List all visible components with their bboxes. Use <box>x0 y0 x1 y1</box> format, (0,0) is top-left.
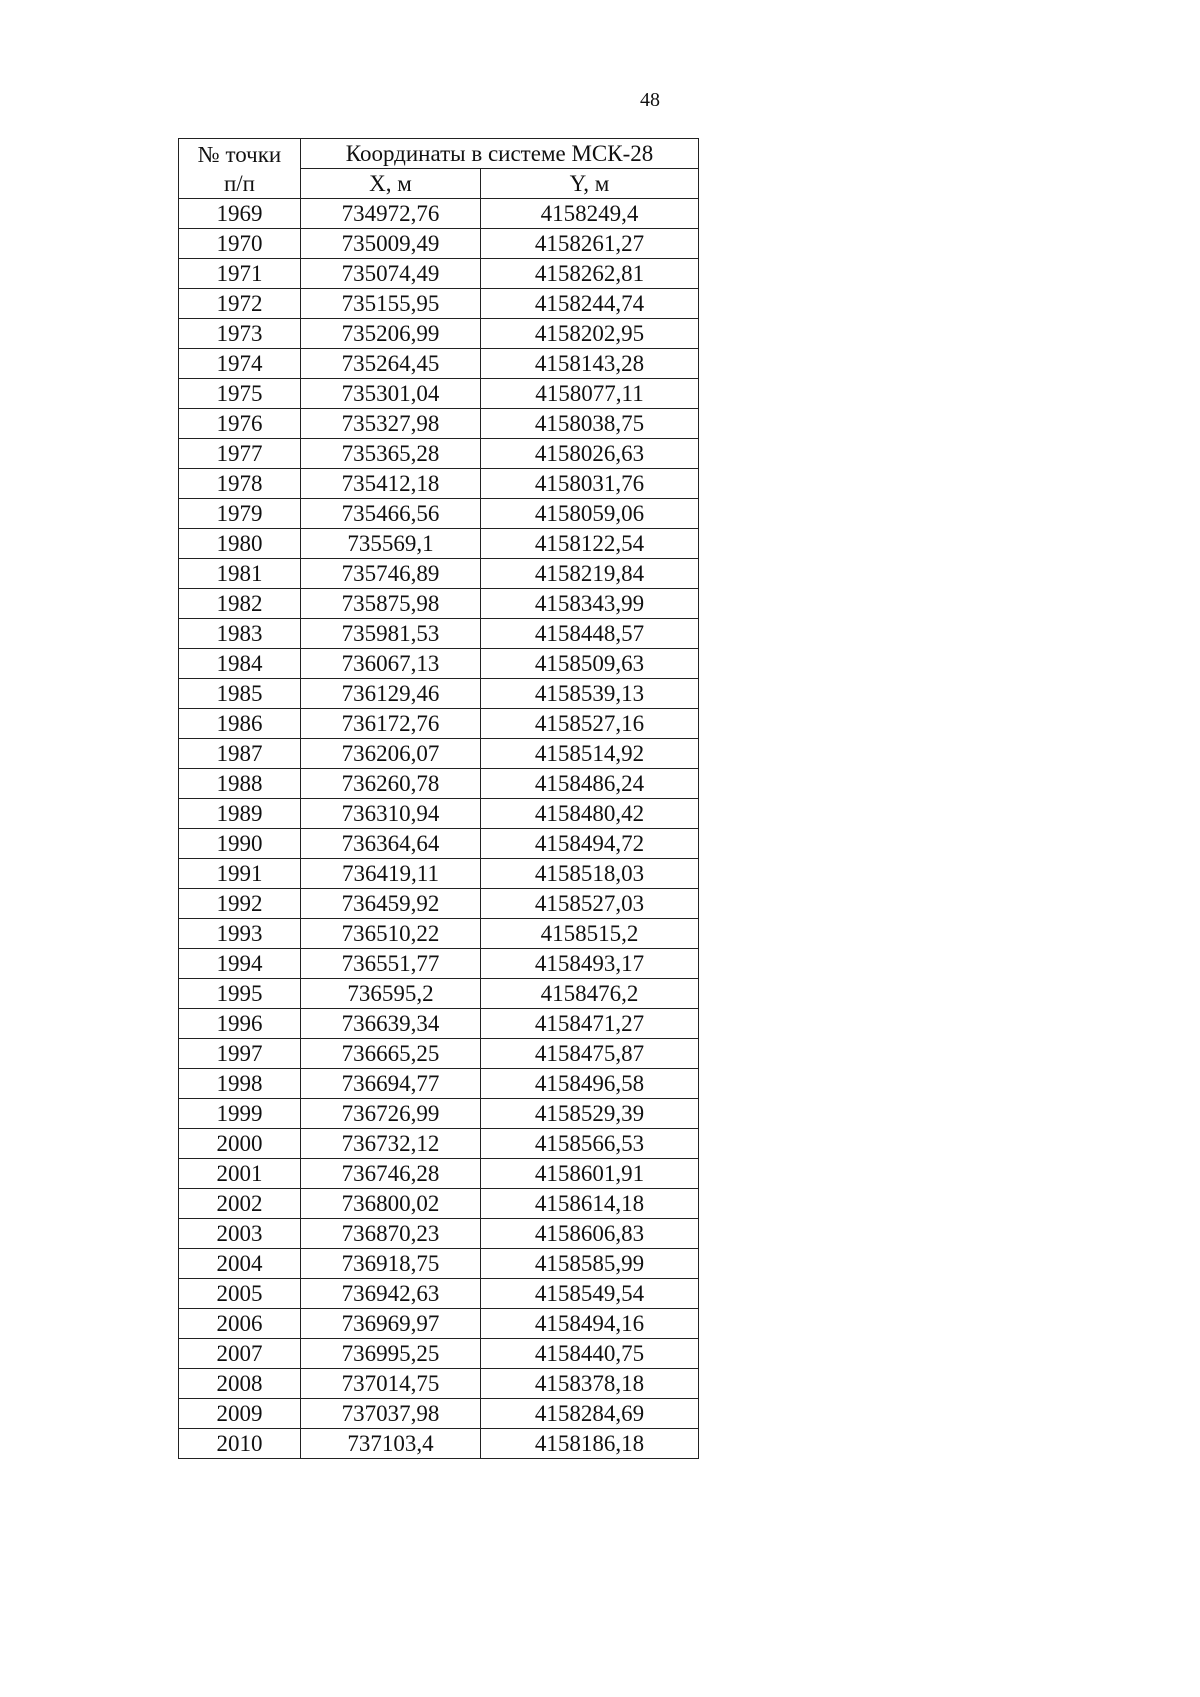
y-coordinate-cell: 4158496,58 <box>481 1069 699 1099</box>
x-coordinate-cell: 736995,25 <box>301 1339 481 1369</box>
x-coordinate-cell: 736459,92 <box>301 889 481 919</box>
y-coordinate-cell: 4158143,28 <box>481 349 699 379</box>
table-row <box>179 1279 699 1309</box>
table-row <box>179 619 699 649</box>
table-row <box>179 949 699 979</box>
table-row <box>179 1159 699 1189</box>
y-coordinate-cell: 4158549,54 <box>481 1279 699 1309</box>
point-number-cell: 2000 <box>179 1129 301 1159</box>
point-number-cell: 2005 <box>179 1279 301 1309</box>
point-number-cell: 1993 <box>179 919 301 949</box>
table-row <box>179 649 699 679</box>
x-coordinate-cell: 736510,22 <box>301 919 481 949</box>
table-row <box>179 439 699 469</box>
point-number-cell: 1984 <box>179 649 301 679</box>
table-row <box>179 739 699 769</box>
x-coordinate-cell: 736595,2 <box>301 979 481 1009</box>
x-coordinate-cell: 735009,49 <box>301 229 481 259</box>
table-row <box>179 559 699 589</box>
table-row <box>179 1039 699 1069</box>
point-number-cell: 1990 <box>179 829 301 859</box>
y-coordinate-cell: 4158475,87 <box>481 1039 699 1069</box>
y-coordinate-cell: 4158038,75 <box>481 409 699 439</box>
x-coordinate-cell: 737014,75 <box>301 1369 481 1399</box>
y-coordinate-cell: 4158202,95 <box>481 319 699 349</box>
point-number-cell: 1986 <box>179 709 301 739</box>
table-row <box>179 769 699 799</box>
y-coordinate-cell: 4158031,76 <box>481 469 699 499</box>
point-number-header-line1: № точки <box>197 141 282 167</box>
y-coordinate-cell: 4158440,75 <box>481 1339 699 1369</box>
point-number-cell: 1976 <box>179 409 301 439</box>
point-number-cell: 1996 <box>179 1009 301 1039</box>
page-number: 48 <box>640 89 660 111</box>
point-number-cell: 2007 <box>179 1339 301 1369</box>
y-coordinate-cell: 4158471,27 <box>481 1009 699 1039</box>
x-coordinate-cell: 735264,45 <box>301 349 481 379</box>
y-coordinate-cell: 4158518,03 <box>481 859 699 889</box>
x-coordinate-cell: 736800,02 <box>301 1189 481 1219</box>
x-coordinate-cell: 736364,64 <box>301 829 481 859</box>
y-coordinate-cell: 4158284,69 <box>481 1399 699 1429</box>
x-coordinate-cell: 735074,49 <box>301 259 481 289</box>
table-row <box>179 1069 699 1099</box>
point-number-cell: 1987 <box>179 739 301 769</box>
point-number-cell: 2009 <box>179 1399 301 1429</box>
table-body <box>179 199 699 1459</box>
point-number-cell: 2002 <box>179 1189 301 1219</box>
y-coordinate-cell: 4158566,53 <box>481 1129 699 1159</box>
table-row <box>179 349 699 379</box>
table-row <box>179 289 699 319</box>
x-coordinate-cell: 737103,4 <box>301 1429 481 1459</box>
y-coordinate-cell: 4158494,16 <box>481 1309 699 1339</box>
y-coordinate-cell: 4158509,63 <box>481 649 699 679</box>
point-number-cell: 1994 <box>179 949 301 979</box>
point-number-cell: 2003 <box>179 1219 301 1249</box>
point-number-cell: 1969 <box>179 199 301 229</box>
point-number-cell: 1988 <box>179 769 301 799</box>
table-row <box>179 469 699 499</box>
y-coordinate-cell: 4158261,27 <box>481 229 699 259</box>
table-row <box>179 229 699 259</box>
point-number-cell: 1985 <box>179 679 301 709</box>
table-row <box>179 1309 699 1339</box>
table-row <box>179 1219 699 1249</box>
x-coordinate-cell: 736918,75 <box>301 1249 481 1279</box>
point-number-cell: 2008 <box>179 1369 301 1399</box>
point-number-cell: 1972 <box>179 289 301 319</box>
table-row <box>179 1189 699 1219</box>
point-number-cell: 2010 <box>179 1429 301 1459</box>
table-row <box>179 379 699 409</box>
y-coordinate-cell: 4158614,18 <box>481 1189 699 1219</box>
x-coordinate-cell: 735875,98 <box>301 589 481 619</box>
x-coordinate-cell: 736732,12 <box>301 1129 481 1159</box>
table-row <box>179 499 699 529</box>
table-row <box>179 919 699 949</box>
y-coordinate-cell: 4158343,99 <box>481 589 699 619</box>
point-number-cell: 1970 <box>179 229 301 259</box>
x-coordinate-cell: 735569,1 <box>301 529 481 559</box>
table-row <box>179 709 699 739</box>
y-coordinate-cell: 4158448,57 <box>481 619 699 649</box>
coordinates-group-header: Координаты в системе МСК-28 <box>301 139 699 169</box>
point-number-cell: 1971 <box>179 259 301 289</box>
x-coordinate-cell: 735327,98 <box>301 409 481 439</box>
table-row <box>179 199 699 229</box>
x-coordinate-cell: 736172,76 <box>301 709 481 739</box>
table-row <box>179 1009 699 1039</box>
point-number-cell: 1992 <box>179 889 301 919</box>
x-coordinate-cell: 735365,28 <box>301 439 481 469</box>
table-row <box>179 259 699 289</box>
table-row <box>179 889 699 919</box>
x-coordinate-cell: 735466,56 <box>301 499 481 529</box>
y-coordinate-cell: 4158476,2 <box>481 979 699 1009</box>
x-coordinate-cell: 736726,99 <box>301 1099 481 1129</box>
y-coordinate-cell: 4158122,54 <box>481 529 699 559</box>
x-coordinate-cell: 735206,99 <box>301 319 481 349</box>
y-coordinate-cell: 4158077,11 <box>481 379 699 409</box>
x-coordinate-cell: 736665,25 <box>301 1039 481 1069</box>
table-row <box>179 1399 699 1429</box>
table-header <box>179 139 699 199</box>
point-number-cell: 1983 <box>179 619 301 649</box>
table-row <box>179 589 699 619</box>
point-number-cell: 1975 <box>179 379 301 409</box>
y-coordinate-cell: 4158262,81 <box>481 259 699 289</box>
point-number-cell: 1973 <box>179 319 301 349</box>
x-coordinate-cell: 736942,63 <box>301 1279 481 1309</box>
x-coordinate-cell: 736694,77 <box>301 1069 481 1099</box>
point-number-cell: 1998 <box>179 1069 301 1099</box>
y-coordinate-cell: 4158219,84 <box>481 559 699 589</box>
x-coordinate-cell: 735981,53 <box>301 619 481 649</box>
y-coordinate-cell: 4158601,91 <box>481 1159 699 1189</box>
point-number-cell: 1982 <box>179 589 301 619</box>
point-number-cell: 1991 <box>179 859 301 889</box>
x-coordinate-cell: 736551,77 <box>301 949 481 979</box>
x-coordinate-cell: 735301,04 <box>301 379 481 409</box>
table-row <box>179 1249 699 1279</box>
y-coordinate-cell: 4158493,17 <box>481 949 699 979</box>
x-coordinate-cell: 735412,18 <box>301 469 481 499</box>
y-column-header: Y, м <box>481 169 699 199</box>
y-coordinate-cell: 4158585,99 <box>481 1249 699 1279</box>
y-coordinate-cell: 4158186,18 <box>481 1429 699 1459</box>
y-coordinate-cell: 4158539,13 <box>481 679 699 709</box>
point-number-cell: 1977 <box>179 439 301 469</box>
table-row <box>179 409 699 439</box>
table-row <box>179 1429 699 1459</box>
point-number-cell: 2006 <box>179 1309 301 1339</box>
y-coordinate-cell: 4158527,16 <box>481 709 699 739</box>
point-number-cell: 1989 <box>179 799 301 829</box>
point-number-cell: 1981 <box>179 559 301 589</box>
point-number-cell: 1980 <box>179 529 301 559</box>
point-number-cell: 2001 <box>179 1159 301 1189</box>
x-coordinate-cell: 735746,89 <box>301 559 481 589</box>
y-coordinate-cell: 4158026,63 <box>481 439 699 469</box>
point-number-cell: 2004 <box>179 1249 301 1279</box>
x-coordinate-cell: 736206,07 <box>301 739 481 769</box>
x-coordinate-cell: 736746,28 <box>301 1159 481 1189</box>
y-coordinate-cell: 4158515,2 <box>481 919 699 949</box>
x-coordinate-cell: 736969,97 <box>301 1309 481 1339</box>
point-number-cell: 1995 <box>179 979 301 1009</box>
table-row <box>179 859 699 889</box>
point-number-cell: 1978 <box>179 469 301 499</box>
table-row <box>179 799 699 829</box>
y-coordinate-cell: 4158514,92 <box>481 739 699 769</box>
point-number-cell: 1979 <box>179 499 301 529</box>
table-row <box>179 1339 699 1369</box>
y-coordinate-cell: 4158529,39 <box>481 1099 699 1129</box>
table-row <box>179 1369 699 1399</box>
y-coordinate-cell: 4158494,72 <box>481 829 699 859</box>
x-coordinate-cell: 736419,11 <box>301 859 481 889</box>
table-row <box>179 829 699 859</box>
x-coordinate-cell: 734972,76 <box>301 199 481 229</box>
point-number-header <box>179 139 301 199</box>
point-number-cell: 1999 <box>179 1099 301 1129</box>
y-coordinate-cell: 4158606,83 <box>481 1219 699 1249</box>
x-coordinate-cell: 736310,94 <box>301 799 481 829</box>
x-coordinate-cell: 736129,46 <box>301 679 481 709</box>
point-number-cell: 1997 <box>179 1039 301 1069</box>
table-row <box>179 1099 699 1129</box>
x-coordinate-cell: 736067,13 <box>301 649 481 679</box>
x-coordinate-cell: 736870,23 <box>301 1219 481 1249</box>
table-row <box>179 529 699 559</box>
table-row <box>179 679 699 709</box>
coordinates-table <box>178 138 699 1459</box>
table-row <box>179 979 699 1009</box>
point-number-header-line2: п/п <box>223 170 255 196</box>
y-coordinate-cell: 4158480,42 <box>481 799 699 829</box>
y-coordinate-cell: 4158244,74 <box>481 289 699 319</box>
x-coordinate-cell: 735155,95 <box>301 289 481 319</box>
x-coordinate-cell: 737037,98 <box>301 1399 481 1429</box>
y-coordinate-cell: 4158527,03 <box>481 889 699 919</box>
x-coordinate-cell: 736260,78 <box>301 769 481 799</box>
x-coordinate-cell: 736639,34 <box>301 1009 481 1039</box>
table-row <box>179 319 699 349</box>
y-coordinate-cell: 4158249,4 <box>481 199 699 229</box>
y-coordinate-cell: 4158486,24 <box>481 769 699 799</box>
point-number-cell: 1974 <box>179 349 301 379</box>
table-row <box>179 1129 699 1159</box>
x-column-header: X, м <box>301 169 481 199</box>
y-coordinate-cell: 4158378,18 <box>481 1369 699 1399</box>
y-coordinate-cell: 4158059,06 <box>481 499 699 529</box>
